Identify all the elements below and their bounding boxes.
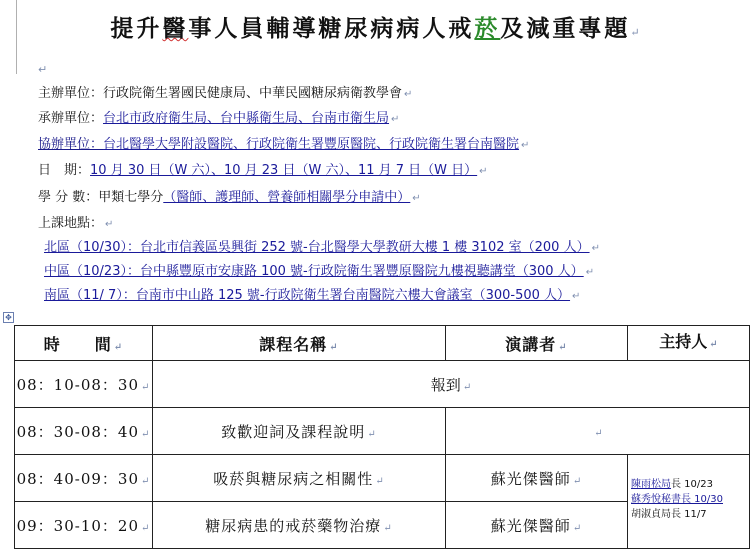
host-line-3: 胡淑貞局長 11/7 bbox=[631, 509, 707, 520]
paragraph-mark-icon: ↵ bbox=[141, 428, 151, 440]
header-time: 時 間 ↵ bbox=[15, 326, 153, 361]
co-organizer-row bbox=[38, 111, 399, 128]
paragraph-mark-icon: ↵ bbox=[572, 522, 583, 534]
header-host: 主持人 ↵ bbox=[628, 326, 750, 361]
paragraph-mark-icon: ↵ bbox=[630, 26, 643, 39]
blank-paragraph bbox=[38, 62, 47, 78]
paragraph-mark-icon: ↵ bbox=[105, 219, 114, 230]
paragraph-mark-icon: ↵ bbox=[709, 339, 718, 350]
paragraph-mark-icon: ↵ bbox=[391, 114, 400, 125]
location-label: 上課地點： bbox=[38, 216, 104, 231]
paragraph-mark-icon: ↵ bbox=[591, 243, 600, 254]
title-text-2: 醫 bbox=[162, 15, 189, 42]
paragraph-mark-icon: ↵ bbox=[141, 475, 151, 487]
organizer-label: 主辦單位： bbox=[38, 86, 104, 101]
row-speaker: 蘇光傑醫師 ↵ bbox=[446, 455, 628, 502]
header-course: 課程名稱 ↵ bbox=[153, 326, 446, 361]
organizer-value: 行政院衛生署國民健康局、中華民國糖尿病衛教學會 bbox=[103, 86, 403, 101]
header-speaker: 演講者 ↵ bbox=[446, 326, 628, 361]
table-row bbox=[15, 408, 750, 455]
credits-value: 甲類七學分 bbox=[98, 190, 164, 205]
row-course: 報到 ↵ bbox=[153, 361, 750, 408]
row-time: 08：30-08：40 ↵ bbox=[15, 408, 153, 455]
location-central[interactable]: 中區（10/23）：台中縣豐原市安康路 100 號-行政院衛生署豐原醫院九樓視聽講堂（300 人） bbox=[44, 264, 584, 279]
paragraph-mark-icon: ↵ bbox=[572, 475, 583, 487]
assistant-row bbox=[38, 137, 529, 154]
row-time: 08：10-08：30 ↵ bbox=[15, 361, 153, 408]
location-label-row bbox=[38, 216, 113, 233]
table-row bbox=[15, 455, 750, 502]
schedule-table bbox=[14, 325, 750, 549]
paragraph-mark-icon: ↵ bbox=[585, 267, 595, 278]
title-text-1: 提升 bbox=[110, 15, 163, 42]
credits-label: 學 分 數： bbox=[38, 190, 99, 205]
paragraph-mark-icon: ↵ bbox=[404, 89, 413, 100]
paragraph-mark-icon: ↵ bbox=[462, 381, 472, 393]
credits-row bbox=[38, 190, 421, 207]
paragraph-mark-icon: ↵ bbox=[141, 522, 151, 534]
location-south-row bbox=[44, 288, 580, 305]
table-header-row bbox=[15, 326, 750, 361]
organizer-row bbox=[38, 86, 412, 103]
host-line-1: 陳雨松局長 10/23 bbox=[631, 479, 713, 490]
paragraph-mark-icon: ↵ bbox=[367, 428, 377, 440]
assistant-value[interactable]: 台北醫學大學附設醫院、行政院衛生署豐原醫院、行政院衛生署台南醫院 bbox=[103, 137, 520, 152]
row-time: 08：40-09：30 ↵ bbox=[15, 455, 153, 502]
title-text-3: 事人員輔導糖尿病病人戒 bbox=[188, 15, 475, 42]
row-course: 糖尿病患的戒菸藥物治療 ↵ bbox=[153, 502, 446, 549]
row-speaker-host bbox=[446, 408, 750, 455]
row-course: 致歡迎詞及課程說明 ↵ bbox=[153, 408, 446, 455]
paragraph-mark-icon: ↵ bbox=[383, 522, 393, 534]
assistant-label[interactable]: 協辦單位： bbox=[38, 137, 104, 152]
date-label: 日 期： bbox=[38, 163, 91, 178]
co-organizer-label: 承辦單位： bbox=[38, 111, 104, 126]
credits-note[interactable]: （醫師、護理師、營養師相關學分申請中） bbox=[163, 190, 411, 205]
paragraph-mark-icon: ↵ bbox=[329, 341, 339, 353]
title-text-4: 菸 bbox=[474, 15, 501, 42]
location-north-row bbox=[44, 240, 600, 257]
row-time: 09：30-10：20 ↵ bbox=[15, 502, 153, 549]
table-row bbox=[15, 361, 750, 408]
title-text-5: 及減重專題 bbox=[500, 15, 631, 42]
paragraph-mark-icon: ↵ bbox=[594, 428, 603, 439]
paragraph-mark-icon: ↵ bbox=[558, 341, 568, 353]
location-central-row bbox=[44, 264, 594, 281]
location-north[interactable]: 北區（10/30）：台北市信義區吳興街 252 號-台北醫學大學教研大樓 1 樓 3102 室（200 人） bbox=[44, 240, 590, 255]
host-line-2: 蘇秀悅秘書長 10/30 bbox=[631, 494, 723, 505]
date-row bbox=[38, 163, 488, 180]
page-title bbox=[0, 10, 753, 43]
paragraph-mark-icon: ↵ bbox=[113, 341, 124, 353]
paragraph-mark-icon: ↵ bbox=[572, 291, 581, 302]
paragraph-mark-icon: ↵ bbox=[521, 140, 530, 151]
date-value[interactable]: 10 月 30 日（W 六）、10 月 23 日（W 六）、11 月 7 日（W 日） bbox=[90, 163, 478, 178]
paragraph-mark-icon: ↵ bbox=[412, 193, 421, 204]
paragraph-mark-icon: ↵ bbox=[141, 381, 151, 393]
paragraph-mark-icon: ↵ bbox=[38, 63, 48, 76]
row-course: 吸菸與糖尿病之相關性 ↵ bbox=[153, 455, 446, 502]
table-move-handle-icon[interactable]: ✥ bbox=[3, 312, 14, 323]
location-south[interactable]: 南區（11/ 7）：台南市中山路 125 號-行政院衛生署台南醫院六樓大會議室（300-500 人） bbox=[44, 288, 571, 303]
paragraph-mark-icon: ↵ bbox=[479, 166, 488, 177]
co-organizer-value[interactable]: 台北市政府衛生局、台中縣衛生局、台南市衛生局 bbox=[103, 111, 390, 126]
row-speaker: 蘇光傑醫師 ↵ bbox=[446, 502, 628, 549]
paragraph-mark-icon: ↵ bbox=[375, 475, 385, 487]
host-cell bbox=[628, 455, 750, 549]
